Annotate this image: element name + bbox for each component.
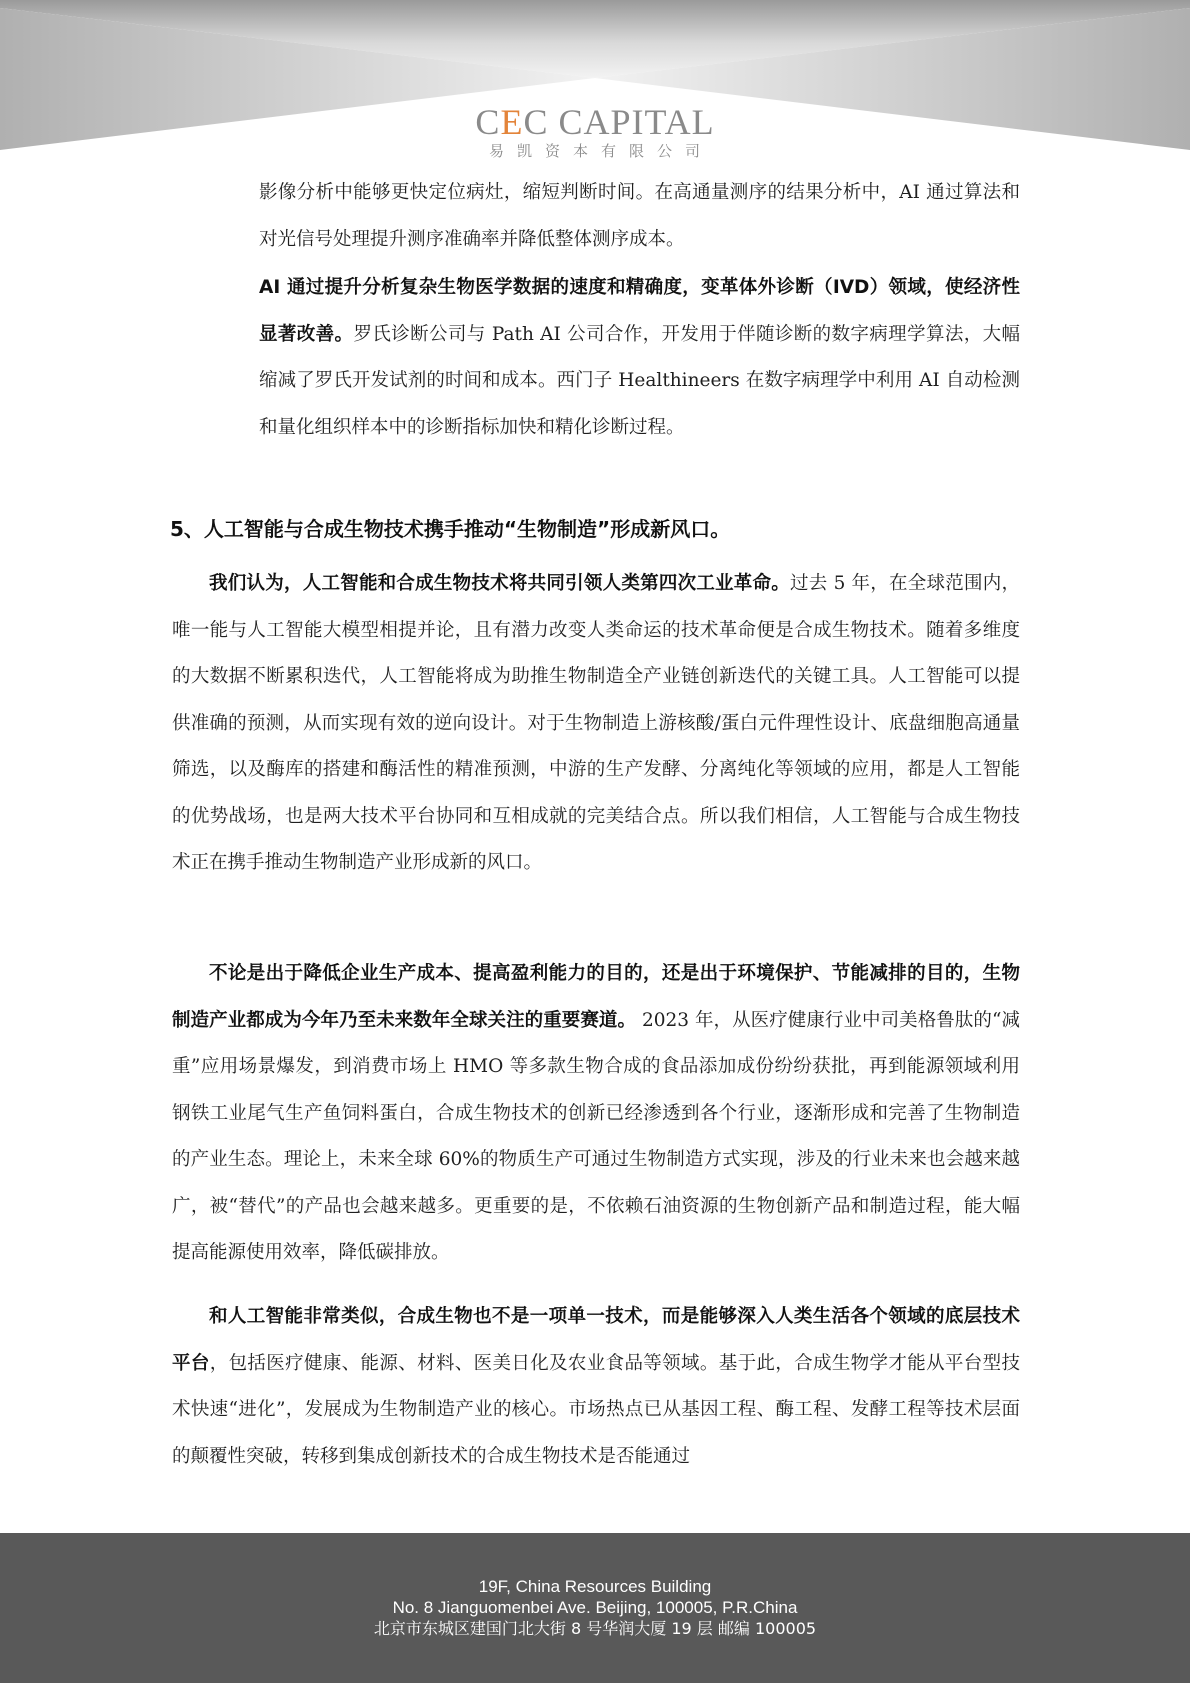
continued-paragraph: 影像分析中能够更快定位病灶，缩短判断时间。在高通量测序的结果分析中，AI 通过算法和对光信号处理提升测序准确率并降低整体测序成本。 <box>259 182 1020 250</box>
logo-chinese: 易凯资本有限公司 <box>488 142 713 160</box>
paragraph-3-lead: 和人工智能非常类似，合成生物也不是一项单一技术，而是能够深入人类生活各个领域的底层技术平台 <box>172 1306 1020 1374</box>
paragraph-1-lead: 我们认为，人工智能和合成生物技术将共同引领人类第四次工业革命。 <box>209 573 791 594</box>
company-logo <box>0 104 1190 160</box>
footer-address-line-2: No. 8 Jianguomenbei Ave. Beijing, 100005, P.R.China <box>392 1598 798 1617</box>
ai-ivd-paragraph: AI 通过提升分析复杂生物医学数据的速度和精确度，变革体外诊断（IVD）领域，使经济性显著改善。罗氏诊断公司与 Path AI 公司合作，开发用于伴随诊断的数字病理学算法，大幅缩减了罗氏开发试剂的时间和成本。西门子 Healthineers 在数字病理学中利用 AI 自动检测和量化组织样本中的诊断指标加快和精化诊断过程。 <box>259 277 1020 438</box>
paragraph-2-lead: 不论是出于降低企业生产成本、提高盈利能力的目的，还是出于环境保护、节能减排的目的，生物制造产业都成为今年乃至未来数年全球关注的重要赛道。 <box>172 963 1020 1031</box>
section-heading: 5、人工智能与合成生物技术携手推动“生物制造”形成新风口。 <box>170 517 731 541</box>
logo-accent-letter: E <box>500 102 524 142</box>
paragraph-1: 我们认为，人工智能和合成生物技术将共同引领人类第四次工业革命。过去 5 年，在全球范围内，唯一能与人工智能大模型相提并论，且有潜力改变人类命运的技术革命便是合成生物技术。随着多维度的大数据不断累积迭代，人工智能将成为助推生物制造全产业链创新迭代的关键工具。人工智能可以提供准确的预测，从而实现有效的逆向设计。对于生物制造上游核酸/蛋白元件理性设计、底盘细胞高通量筛选，以及酶库的搭建和酶活性的精准预测，中游的生产发酵、分离纯化等领域的应用，都是人工智能的优势战场，也是两大技术平台协同和互相成就的完美结合点。所以我们相信，人工智能与合成生物技术正在携手推动生物制造产业形成新的风口。 <box>172 573 1020 873</box>
paragraph-3: 和人工智能非常类似，合成生物也不是一项单一技术，而是能够深入人类生活各个领域的底层技术平台，包括医疗健康、能源、材料、医美日化及农业食品等领域。基于此，合成生物学才能从平台型技术快速“进化”，发展成为生物制造产业的核心。市场热点已从基因工程、酶工程、发酵工程等技术层面的颠覆性突破，转移到集成创新技术的合成生物技术是否能通过 <box>172 1306 1020 1467</box>
logo-english: CEC CAPITAL <box>475 102 715 142</box>
ai-ivd-lead: AI 通过提升分析复杂生物医学数据的速度和精确度，变革体外诊断（IVD）领域，使经济性显著改善。 <box>259 277 1020 345</box>
paragraph-2: 不论是出于降低企业生产成本、提高盈利能力的目的，还是出于环境保护、节能减排的目的，生物制造产业都成为今年乃至未来数年全球关注的重要赛道。 2023 年，从医疗健康行业中司美格鲁肽的“减重”应用场景爆发，到消费市场上 HMO 等多款生物合成的食品添加成份纷纷获批，再到能源领域利用钢铁工业尾气生产鱼饲料蛋白，合成生物技术的创新已经渗透到各个行业，逐渐形成和完善了生物制造的产业生态。理论上，未来全球 60%的物质生产可通过生物制造方式实现，涉及的行业未来也会越来越广，被“替代”的产品也会越来越多。更重要的是，不依赖石油资源的生物创新产品和制造过程，能大幅提高能源使用效率，降低碳排放。 <box>172 963 1020 1263</box>
footer-address-line-1: 19F, China Resources Building <box>478 1577 712 1596</box>
page-footer <box>0 1533 1190 1683</box>
footer-address-line-cn: 北京市东城区建国门北大街 8 号华润大厦 19 层 邮编 100005 <box>373 1619 817 1638</box>
